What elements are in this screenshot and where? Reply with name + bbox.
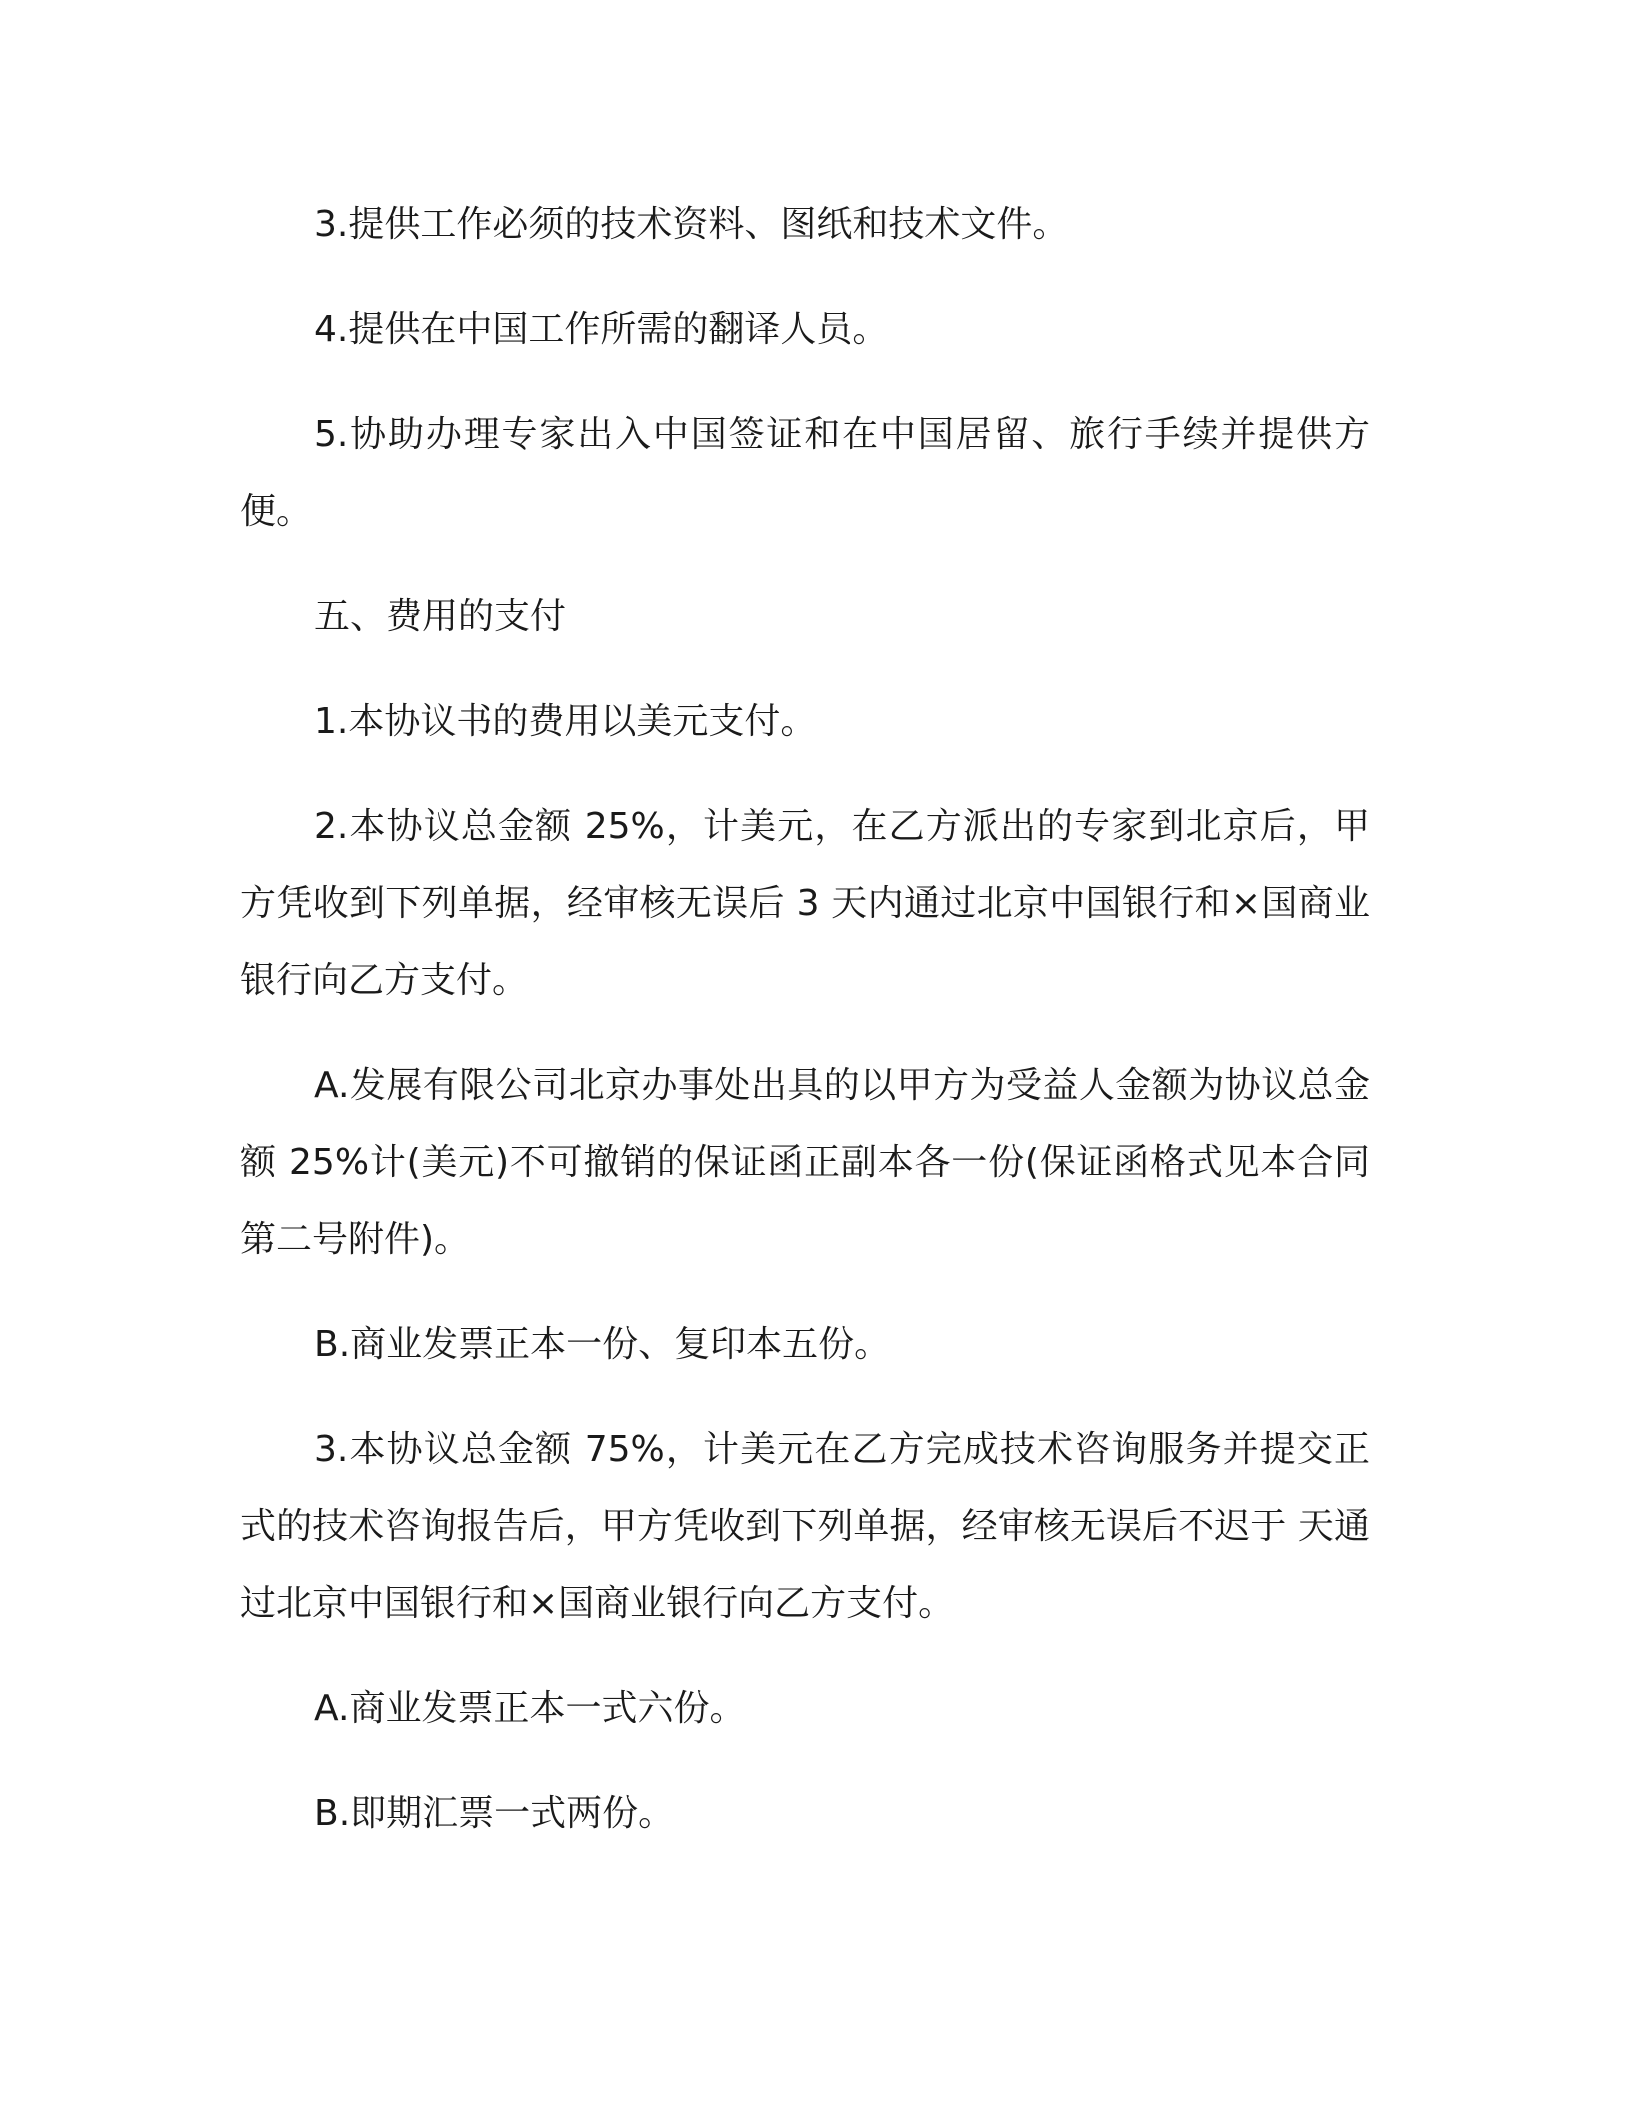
paragraph-item-5: 5.协助办理专家出入中国签证和在中国居留、旅行手续并提供方便。 <box>240 414 1370 532</box>
paragraph-payment-1: 1.本协议书的费用以美元支付。 <box>314 701 817 742</box>
paragraph-item-4: 4.提供在中国工作所需的翻译人员。 <box>314 309 889 350</box>
document-body <box>240 186 1370 1880</box>
paragraph-payment-2: 2.本协议总金额 25%，计美元，在乙方派出的专家到北京后，甲方凭收到下列单据，经审核无误后 3 天内通过北京中国银行和×国商业银行向乙方支付。 <box>240 806 1370 1001</box>
paragraph-payment-2b: B.商业发票正本一份、复印本五份。 <box>314 1324 891 1365</box>
paragraph-payment-3b: B.即期汇票一式两份。 <box>314 1793 675 1834</box>
paragraph-payment-3a: A.商业发票正本一式六份。 <box>314 1688 746 1729</box>
paragraph-payment-2a: A.发展有限公司北京办事处出具的以甲方为受益人金额为协议总金额 25%计(美元)不可撤销的保证函正副本各一份(保证函格式见本合同第二号附件)。 <box>240 1065 1370 1260</box>
paragraph-payment-3: 3.本协议总金额 75%，计美元在乙方完成技术咨询服务并提交正式的技术咨询报告后，甲方凭收到下列单据，经审核无误后不迟于 天通过北京中国银行和×国商业银行向乙方支付。 <box>240 1429 1370 1624</box>
section-heading-payment: 五、费用的支付 <box>314 596 567 637</box>
paragraph-item-3: 3.提供工作必须的技术资料、图纸和技术文件。 <box>314 204 1069 245</box>
